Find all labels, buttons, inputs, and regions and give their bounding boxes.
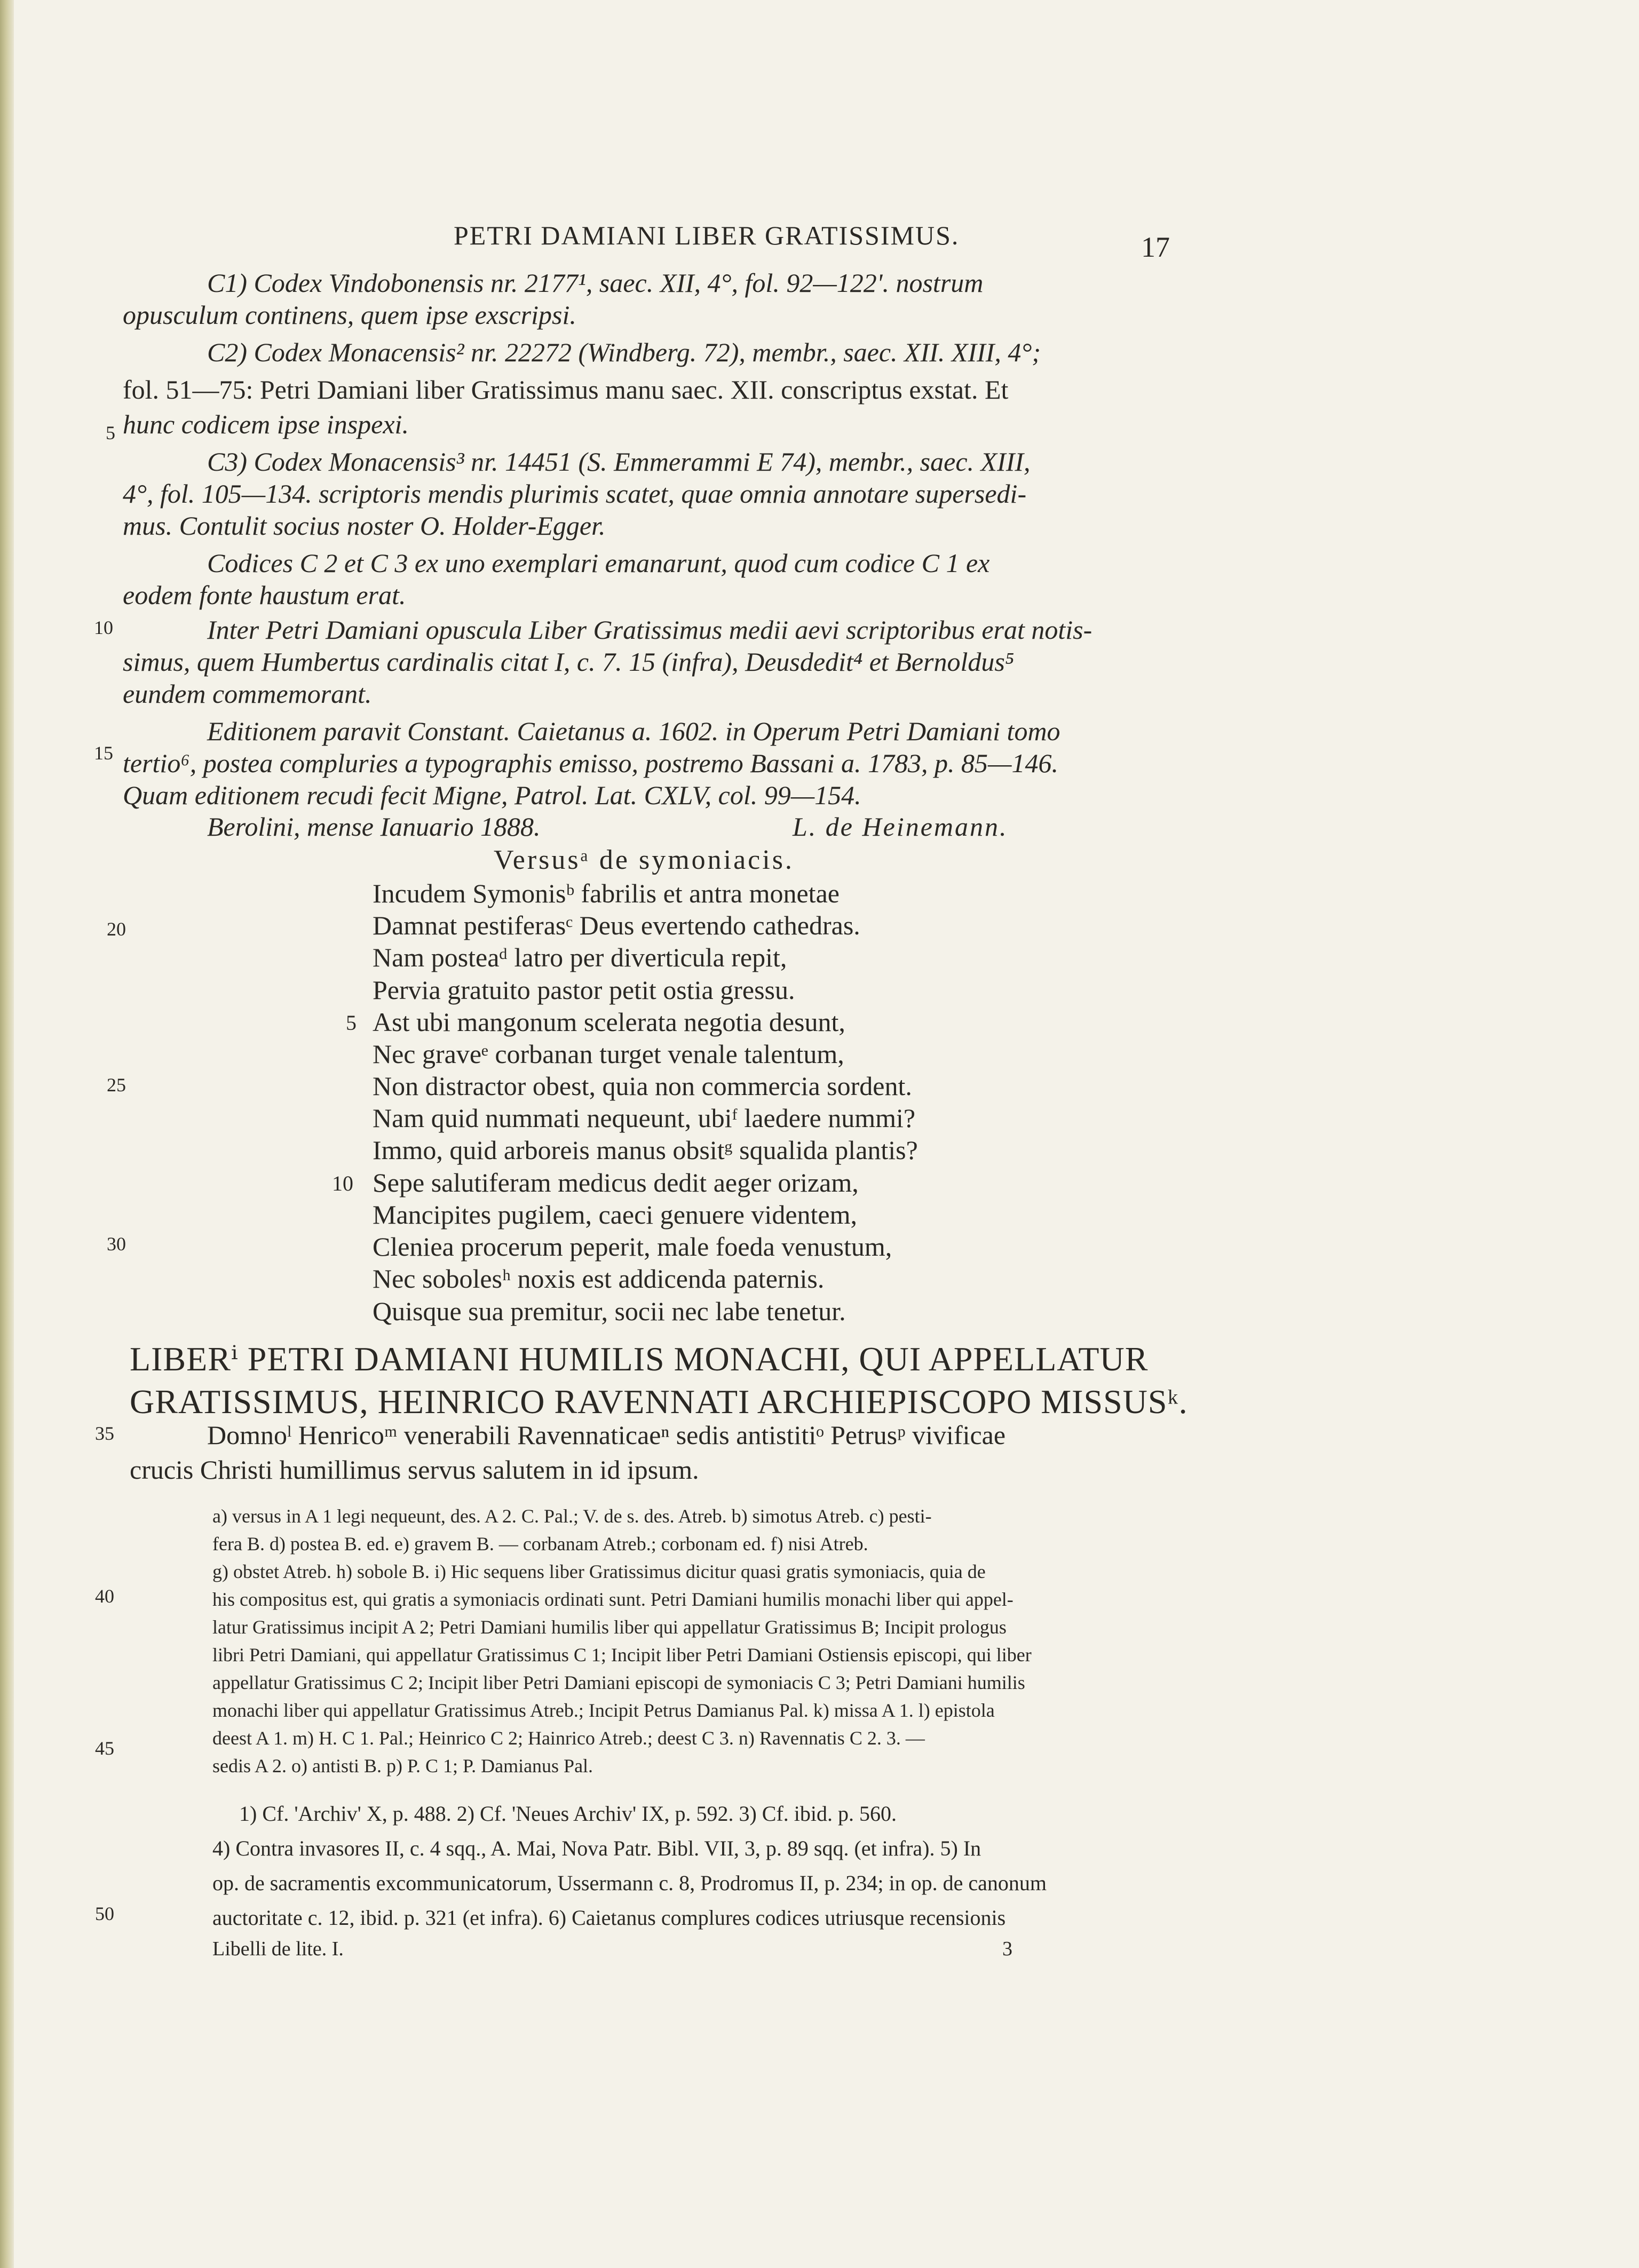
- apparatus-line: libri Petri Damiani, qui appellatur Gratissimus C 1; Incipit liber Petri Damiani Ostiensis episcopi, qui liber: [212, 1644, 1032, 1666]
- verse-line: Quisque sua premitur, socii nec labe tenetur.: [373, 1296, 846, 1326]
- signature-author: L. de Heinemann.: [793, 812, 1008, 842]
- intro-line: eodem fonte haustum erat.: [123, 580, 406, 610]
- intro-line: Quam editionem recudi fecit Migne, Patrol. Lat. CXLV, col. 99—154.: [123, 780, 861, 810]
- verse-number: 5: [346, 1011, 357, 1035]
- intro-line: C3) Codex Monacensis³ nr. 14451 (S. Emmerammi E 74), membr., saec. XIII,: [207, 447, 1031, 477]
- intro-line: mus. Contulit socius noster O. Holder-Egger.: [123, 511, 606, 541]
- margin-line-number: 15: [94, 742, 113, 764]
- verse-line: Immo, quid arboreis manus obsitᵍ squalida plantis?: [373, 1135, 918, 1165]
- verse-title: Versusᵃ de symoniacis.: [494, 845, 794, 875]
- apparatus-line: his compositus est, qui gratis a symoniacis ordinati sunt. Petri Damiani humilis monachi liber qui appel-: [212, 1589, 1014, 1610]
- verse-number: 10: [332, 1171, 353, 1195]
- signature-place-date: Berolini, mense Ianuario 1888.: [207, 812, 541, 842]
- footnote-line: op. de sacramentis excommunicatorum, Ussermann c. 8, Prodromus II, p. 234; in op. de canonum: [212, 1871, 1047, 1895]
- verse-line: Pervia gratuito pastor petit ostia gressu.: [373, 975, 795, 1005]
- margin-line-number: 20: [107, 918, 126, 940]
- intro-line: fol. 51—75: Petri Damiani liber Gratissimus manu saec. XII. conscriptus exstat. Et: [123, 375, 1009, 405]
- treatise-title: GRATISSIMUS, HEINRICO RAVENNATI ARCHIEPISCOPO MISSUSᵏ.: [130, 1383, 1188, 1421]
- apparatus-line: latur Gratissimus incipit A 2; Petri Damiani humilis liber qui appellatur Gratissimus B; Incipit prologus: [212, 1616, 1007, 1638]
- treatise-title: LIBERⁱ PETRI DAMIANI HUMILIS MONACHI, QUI APPELLATUR: [130, 1340, 1149, 1378]
- verse-line: Nam posteaᵈ latro per diverticula repit,: [373, 942, 787, 972]
- footnote-line: 4) Contra invasores II, c. 4 sqq., A. Mai, Nova Patr. Bibl. VII, 3, p. 89 sqq. (et infra). 5) In: [212, 1836, 981, 1860]
- intro-line: Codices C 2 et C 3 ex uno exemplari emanarunt, quod cum codice C 1 ex: [207, 548, 990, 578]
- margin-line-number: 10: [94, 617, 113, 638]
- margin-line-number: 5: [106, 422, 115, 443]
- margin-line-number: 50: [95, 1903, 114, 1924]
- printer-signature-mark: 3: [1002, 1938, 1012, 1960]
- verse-line: Nec graveᵉ corbanan turget venale talentum,: [373, 1039, 844, 1069]
- running-title: PETRI DAMIANI LIBER GRATISSIMUS.: [454, 220, 960, 250]
- intro-line: C1) Codex Vindobonensis nr. 2177¹, saec. XII, 4°, fol. 92—122'. nostrum: [207, 268, 984, 298]
- margin-line-number: 40: [95, 1585, 114, 1607]
- verse-line: Nam quid nummati nequeunt, ubiᶠ laedere nummi?: [373, 1103, 916, 1133]
- apparatus-line: monachi liber qui appellatur Gratissimus Atreb.; Incipit Petrus Damianus Pal. k) missa A 1. l) epistola: [212, 1700, 995, 1721]
- apparatus-line: g) obstet Atreb. h) sobole B. i) Hic sequens liber Gratissimus dicitur quasi gratis symoniacis, quia de: [212, 1561, 986, 1582]
- apparatus-line: fera B. d) postea B. ed. e) gravem B. — corbanam Atreb.; corbonam ed. f) nisi Atreb.: [212, 1533, 868, 1555]
- verse-line: Non distractor obest, quia non commercia sordent.: [373, 1071, 912, 1101]
- apparatus-line: a) versus in A 1 legi nequeunt, des. A 2. C. Pal.; V. de s. des. Atreb. b) simotus Atreb. c) pesti-: [212, 1505, 932, 1527]
- intro-line: eundem commemorant.: [123, 679, 372, 709]
- margin-line-number: 25: [107, 1074, 126, 1096]
- dedication-line: crucis Christi humillimus servus salutem in id ipsum.: [130, 1455, 699, 1485]
- volume-signature: Libelli de lite. I.: [212, 1938, 344, 1960]
- footnote-line: 1) Cf. 'Archiv' X, p. 488. 2) Cf. 'Neues Archiv' IX, p. 592. 3) Cf. ibid. p. 560.: [239, 1802, 897, 1826]
- dedication-line: Domnoˡ Henricoᵐ venerabili Ravennaticaeⁿ sedis antistitiᵒ Petrusᵖ vivificae: [207, 1420, 1006, 1450]
- intro-line: simus, quem Humbertus cardinalis citat I, c. 7. 15 (infra), Deusdedit⁴ et Bernoldus⁵: [123, 647, 1015, 677]
- intro-line: tertio⁶, postea compluries a typographis emisso, postremo Bassani a. 1783, p. 85—146.: [123, 748, 1059, 778]
- verse-line: Damnat pestiferasᶜ Deus evertendo cathedras.: [373, 910, 860, 940]
- verse-line: Nec sobolesʰ noxis est addicenda paternis.: [373, 1264, 825, 1294]
- page-number: 17: [1141, 231, 1170, 263]
- intro-line: opusculum continens, quem ipse exscripsi.: [123, 300, 576, 330]
- margin-line-number: 30: [107, 1233, 126, 1255]
- apparatus-line: deest A 1. m) H. C 1. Pal.; Heinrico C 2; Hainrico Atreb.; deest C 3. n) Ravennatis C 2. 3. —: [212, 1727, 925, 1749]
- intro-line: Inter Petri Damiani opuscula Liber Gratissimus medii aevi scriptoribus erat notis-: [207, 615, 1092, 645]
- intro-line: 4°, fol. 105—134. scriptoris mendis plurimis scatet, quae omnia annotare supersedi-: [123, 479, 1027, 509]
- intro-line: Editionem paravit Constant. Caietanus a. 1602. in Operum Petri Damiani tomo: [207, 716, 1060, 746]
- verse-line: Sepe salutiferam medicus dedit aeger orizam,: [373, 1168, 859, 1198]
- apparatus-line: sedis A 2. o) antisti B. p) P. C 1; P. Damianus Pal.: [212, 1755, 593, 1777]
- footnote-line: auctoritate c. 12, ibid. p. 321 (et infra). 6) Caietanus complures codices utriusque recensionis: [212, 1906, 1006, 1930]
- verse-line: Cleniea procerum peperit, male foeda venustum,: [373, 1232, 892, 1262]
- verse-line: Incudem Symonisᵇ fabrilis et antra monetae: [373, 878, 840, 908]
- intro-line: C2) Codex Monacensis² nr. 22272 (Windberg. 72), membr., saec. XII. XIII, 4°;: [207, 337, 1041, 367]
- verse-line: Ast ubi mangonum scelerata negotia desunt,: [373, 1007, 845, 1037]
- apparatus-line: appellatur Gratissimus C 2; Incipit liber Petri Damiani episcopi de symoniacis C 3; Petri Damiani humilis: [212, 1672, 1025, 1693]
- intro-line: hunc codicem ipse inspexi.: [123, 409, 409, 439]
- margin-line-number: 35: [95, 1423, 114, 1444]
- verse-line: Mancipites pugilem, caeci genuere videntem,: [373, 1200, 857, 1230]
- margin-line-number: 45: [95, 1738, 114, 1759]
